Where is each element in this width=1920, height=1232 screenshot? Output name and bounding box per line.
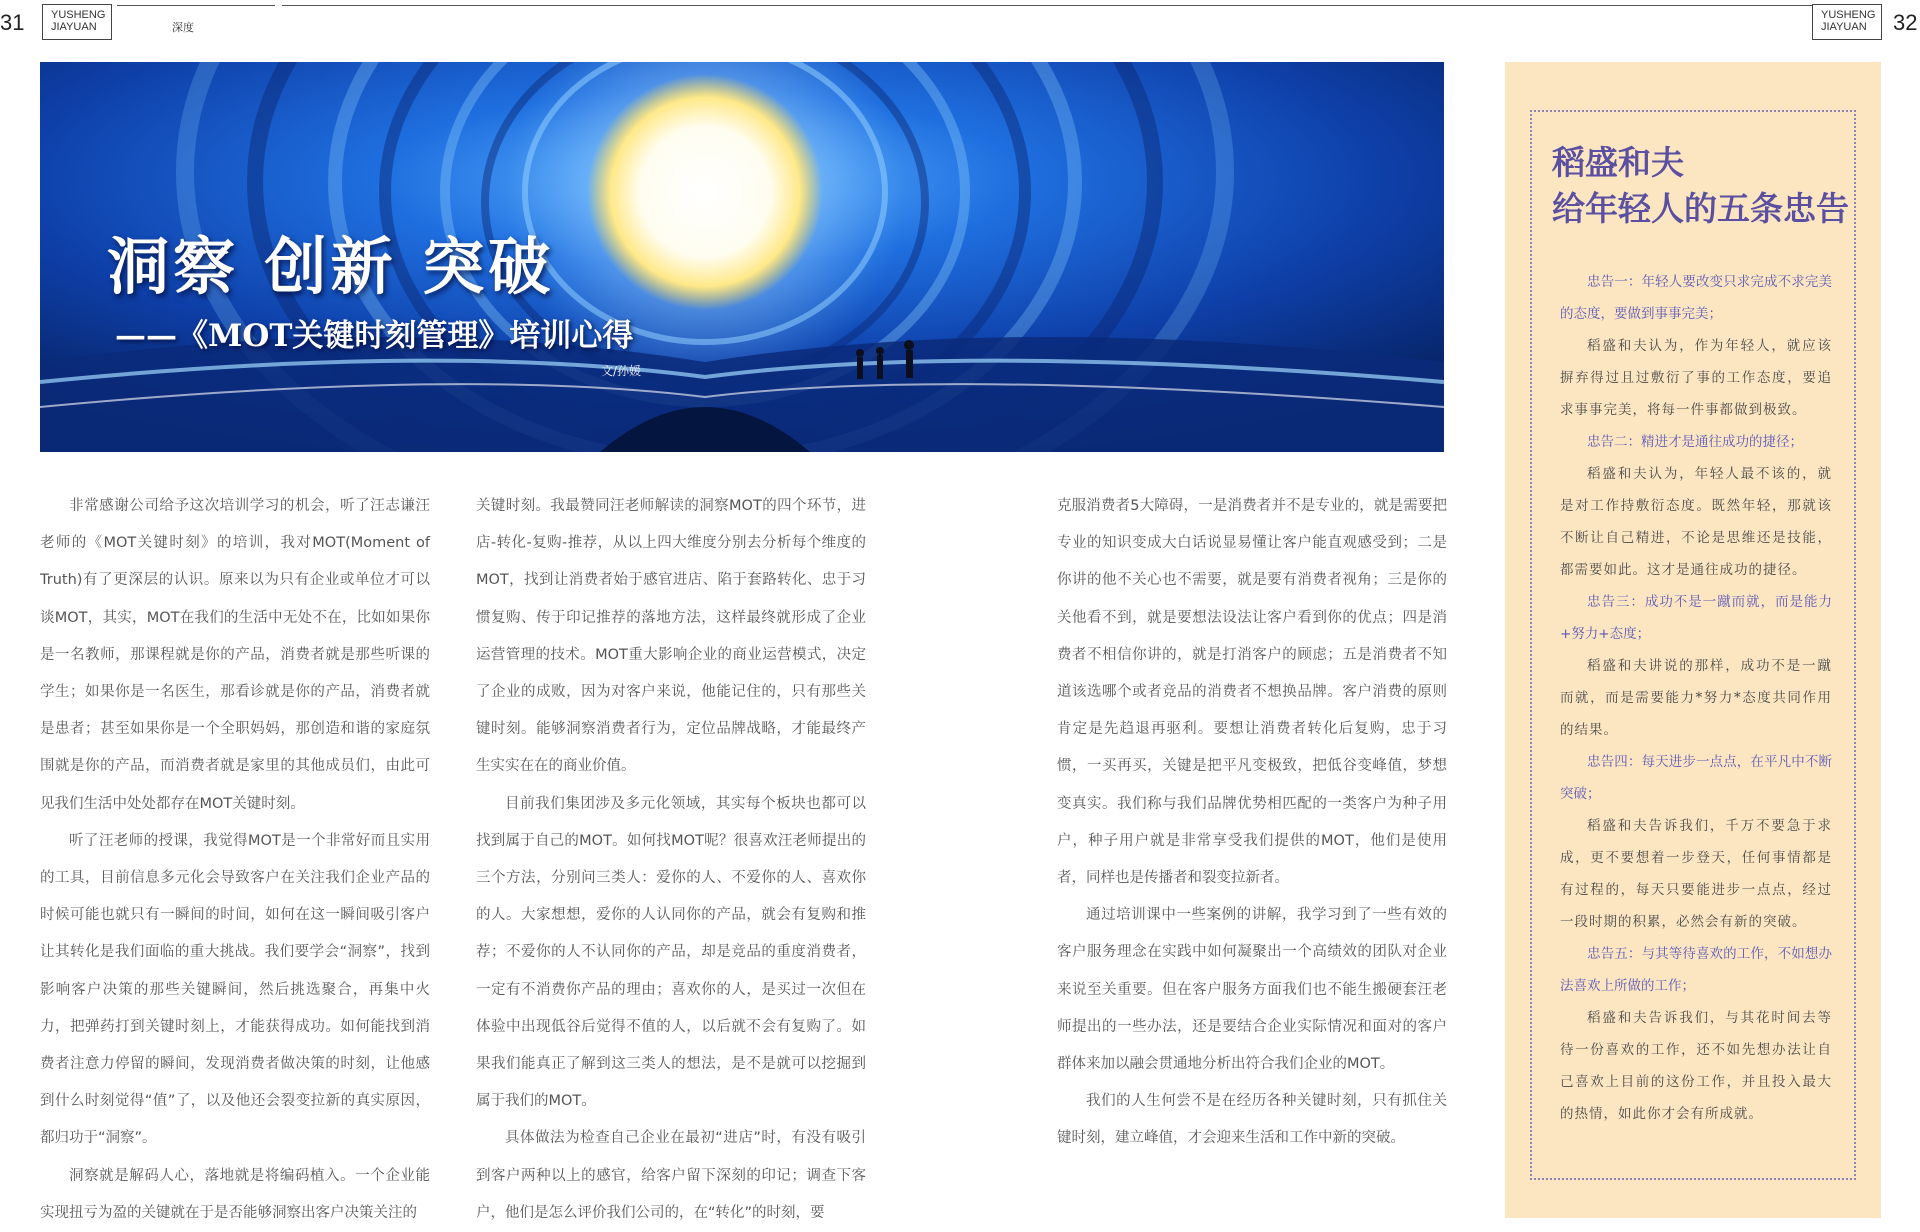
advice-heading: 忠告五：与其等待喜欢的工作，不如想办法喜欢上所做的工作；	[1560, 946, 1832, 994]
paragraph: 洞察就是解码人心，落地就是将编码植入。一个企业能实现扭亏为盈的关键就在于是否能够洞察出客户决策关注的	[40, 1167, 430, 1221]
advice-heading: 忠告四：每天进步一点点，在平凡中不断突破；	[1560, 754, 1832, 802]
magazine-logo-right	[1812, 4, 1882, 40]
advice-body: 稻盛和夫认为，年轻人最不该的，就是对工作持敷衍态度。既然年轻，那就该不断让自己精进，不论是思维还是技能，都需要如此。这才是通往成功的捷径。	[1560, 466, 1832, 578]
advice-body: 稻盛和夫告诉我们，千万不要急于求成，更不要想着一步登天，任何事情都是有过程的，每天只要能进步一点点，经过一段时期的积累，必然会有新的突破。	[1560, 818, 1832, 930]
page-number-left: 31	[0, 10, 25, 35]
logo-line1: YUSHENG	[51, 9, 106, 21]
article-author: 文/孙媛	[601, 364, 642, 378]
advice-heading: 忠告二：精进才是通往成功的捷径；	[1587, 434, 1803, 450]
paragraph: 通过培训课中一些案例的讲解，我学习到了一些有效的客户服务理念在实践中如何凝聚出一个高绩效的团队对企业来说至关重要。但在客户服务方面我们也不能生搬硬套汪老师提出的一些办法，还是要结合企业实际情况和面对的客户群体来加以融会贯通地分析出符合我们企业的MOT。	[1057, 907, 1447, 1073]
advice-body: 稻盛和夫认为，作为年轻人，就应该摒弃得过且过敷衍了事的工作态度，要追求事事完美，将每一件事都做到极致。	[1560, 338, 1832, 418]
paragraph: 具体做法为检查自己企业在最初“进店”时，有没有吸引到客户两种以上的感官，给客户留下深刻的印记；调查下客户，他们是怎么评价我们公司的，在“转化”的时刻，要	[476, 1130, 866, 1221]
article-column-1	[40, 488, 430, 1232]
page-number-right: 32	[1893, 10, 1918, 35]
article-column-2	[476, 488, 866, 1232]
paragraph: 目前我们集团涉及多元化领域，其实每个板块也都可以找到属于自己的MOT。如何找MOT呢？很喜欢汪老师提出的三个方法，分别问三类人：爱你的人、不爱你的人、喜欢你的人。大家想想，爱你的人认同你的产品，就会有复购和推荐；不爱你的人不认同你的产品，却是竞品的重度消费者，一定有不消费你产品的理由；喜欢你的人，是买过一次但在体验中出现低谷后觉得不值的人，以后就不会有复购了。如果我们能真正了解到这三类人的想法，是不是就可以挖掘到属于我们的MOT。	[476, 795, 866, 1110]
magazine-logo-left	[42, 4, 112, 40]
article-subtitle: ——《MOT关键时刻管理》培训心得	[115, 318, 634, 354]
logo-line1: YUSHENG	[1821, 9, 1876, 21]
article-column-3	[1057, 488, 1447, 1158]
paragraph: 我们的人生何尝不是在经历各种关键时刻，只有抓住关键时刻，建立峰值，才会迎来生活和工作中新的突破。	[1057, 1093, 1447, 1147]
advice-heading: 忠告一：年轻人要改变只求完成不求完美的态度，要做到事事完美；	[1560, 274, 1832, 322]
article-banner	[40, 62, 1444, 452]
paragraph: 听了汪老师的授课，我觉得MOT是一个非常好而且实用的工具，目前信息多元化会导致客户在关注我们企业产品的时候可能也就只有一瞬间的时间，如何在这一瞬间吸引客户让其转化是我们面临的重大挑战。我们要学会“洞察”，找到影响客户决策的那些关键瞬间，然后挑选聚合，再集中火力，把弹药打到关键时刻上，才能获得成功。如何能找到消费者注意力停留的瞬间，发现消费者做决策的时刻，让他感到什么时刻觉得“值”了，以及他还会裂变拉新的真实原因，都归功于“洞察”。	[40, 832, 430, 1147]
advice-body: 稻盛和夫告诉我们，与其花时间去等待一份喜欢的工作，还不如先想办法让自己喜欢上目前的这份工作，并且投入最大的热情，如此你才会有所成就。	[1560, 1010, 1832, 1122]
sidebar-advice-list	[1560, 266, 1832, 1130]
paragraph: 克服消费者5大障碍，一是消费者并不是专业的，就是需要把专业的知识变成大白话说显易懂让客户能直观感受到；二是你讲的他不关心也不需要，就是要有消费者视角；三是你的关他看不到，就是要想法设法让客户看到你的优点；四是消费者不相信你讲的，就是打消客户的顾虑；五是消费者不知道该选哪个或者竞品的消费者不想换品牌。客户消费的原则肯定是先趋退再驱利。要想让消费者转化后复购，忠于习惯，一买再买，关键是把平凡变极致，把低谷变峰值，梦想变真实。我们称与我们品牌优势相匹配的一类客户为种子用户，种子用户就是非常享受我们提供的MOT，他们是使用者，同样也是传播者和裂变拉新者。	[1057, 498, 1447, 887]
header-rule-long	[282, 5, 1812, 6]
logo-line2: JIAYUAN	[51, 21, 97, 33]
logo-line2: JIAYUAN	[1821, 21, 1867, 33]
paragraph: 非常感谢公司给予这次培训学习的机会，听了汪志谦汪老师的《MOT关键时刻》的培训，我对MOT(Moment of Truth)有了更深层的认识。原来以为只有企业或单位才可以谈MOT，其实，MOT在我们的生活中无处不在，比如如果你是一名教师，那课程就是你的产品，消费者就是那些听课的学生；如果你是一名医生，那看诊就是你的产品，消费者就是患者；甚至如果你是一个全职妈妈，那创造和谐的家庭氛围就是你的产品，而消费者就是家里的其他成员们，由此可见我们生活中处处都存在MOT关键时刻。	[40, 498, 430, 812]
section-label: 深度	[172, 21, 194, 34]
advice-heading: 忠告三：成功不是一蹴而就，而是能力+努力+态度；	[1560, 594, 1832, 642]
advice-body: 稻盛和夫讲说的那样，成功不是一蹴而就，而是需要能力*努力*态度共同作用的结果。	[1560, 658, 1832, 738]
article-title: 洞察 创新 突破	[107, 230, 555, 303]
header-rule-short	[117, 5, 275, 6]
paragraph: 关键时刻。我最赞同汪老师解读的洞察MOT的四个环节，进店-转化-复购-推荐，从以上四大维度分别去分析每个维度的MOT，找到让消费者始于感官进店、陷于套路转化、忠于习惯复购、传于印记推荐的落地方法，这样最终就形成了企业运营管理的技术。MOT重大影响企业的商业运营模式，决定了企业的成败，因为对客户来说，他能记住的，只有那些关键时刻。能够洞察消费者行为，定位品牌战略，才能最终产生实实在在的商业价值。	[476, 498, 866, 775]
sidebar-title-line1: 稻盛和夫	[1552, 143, 1684, 182]
sidebar-title	[1552, 140, 1849, 232]
sidebar-title-line2: 给年轻人的五条忠告	[1552, 189, 1849, 228]
